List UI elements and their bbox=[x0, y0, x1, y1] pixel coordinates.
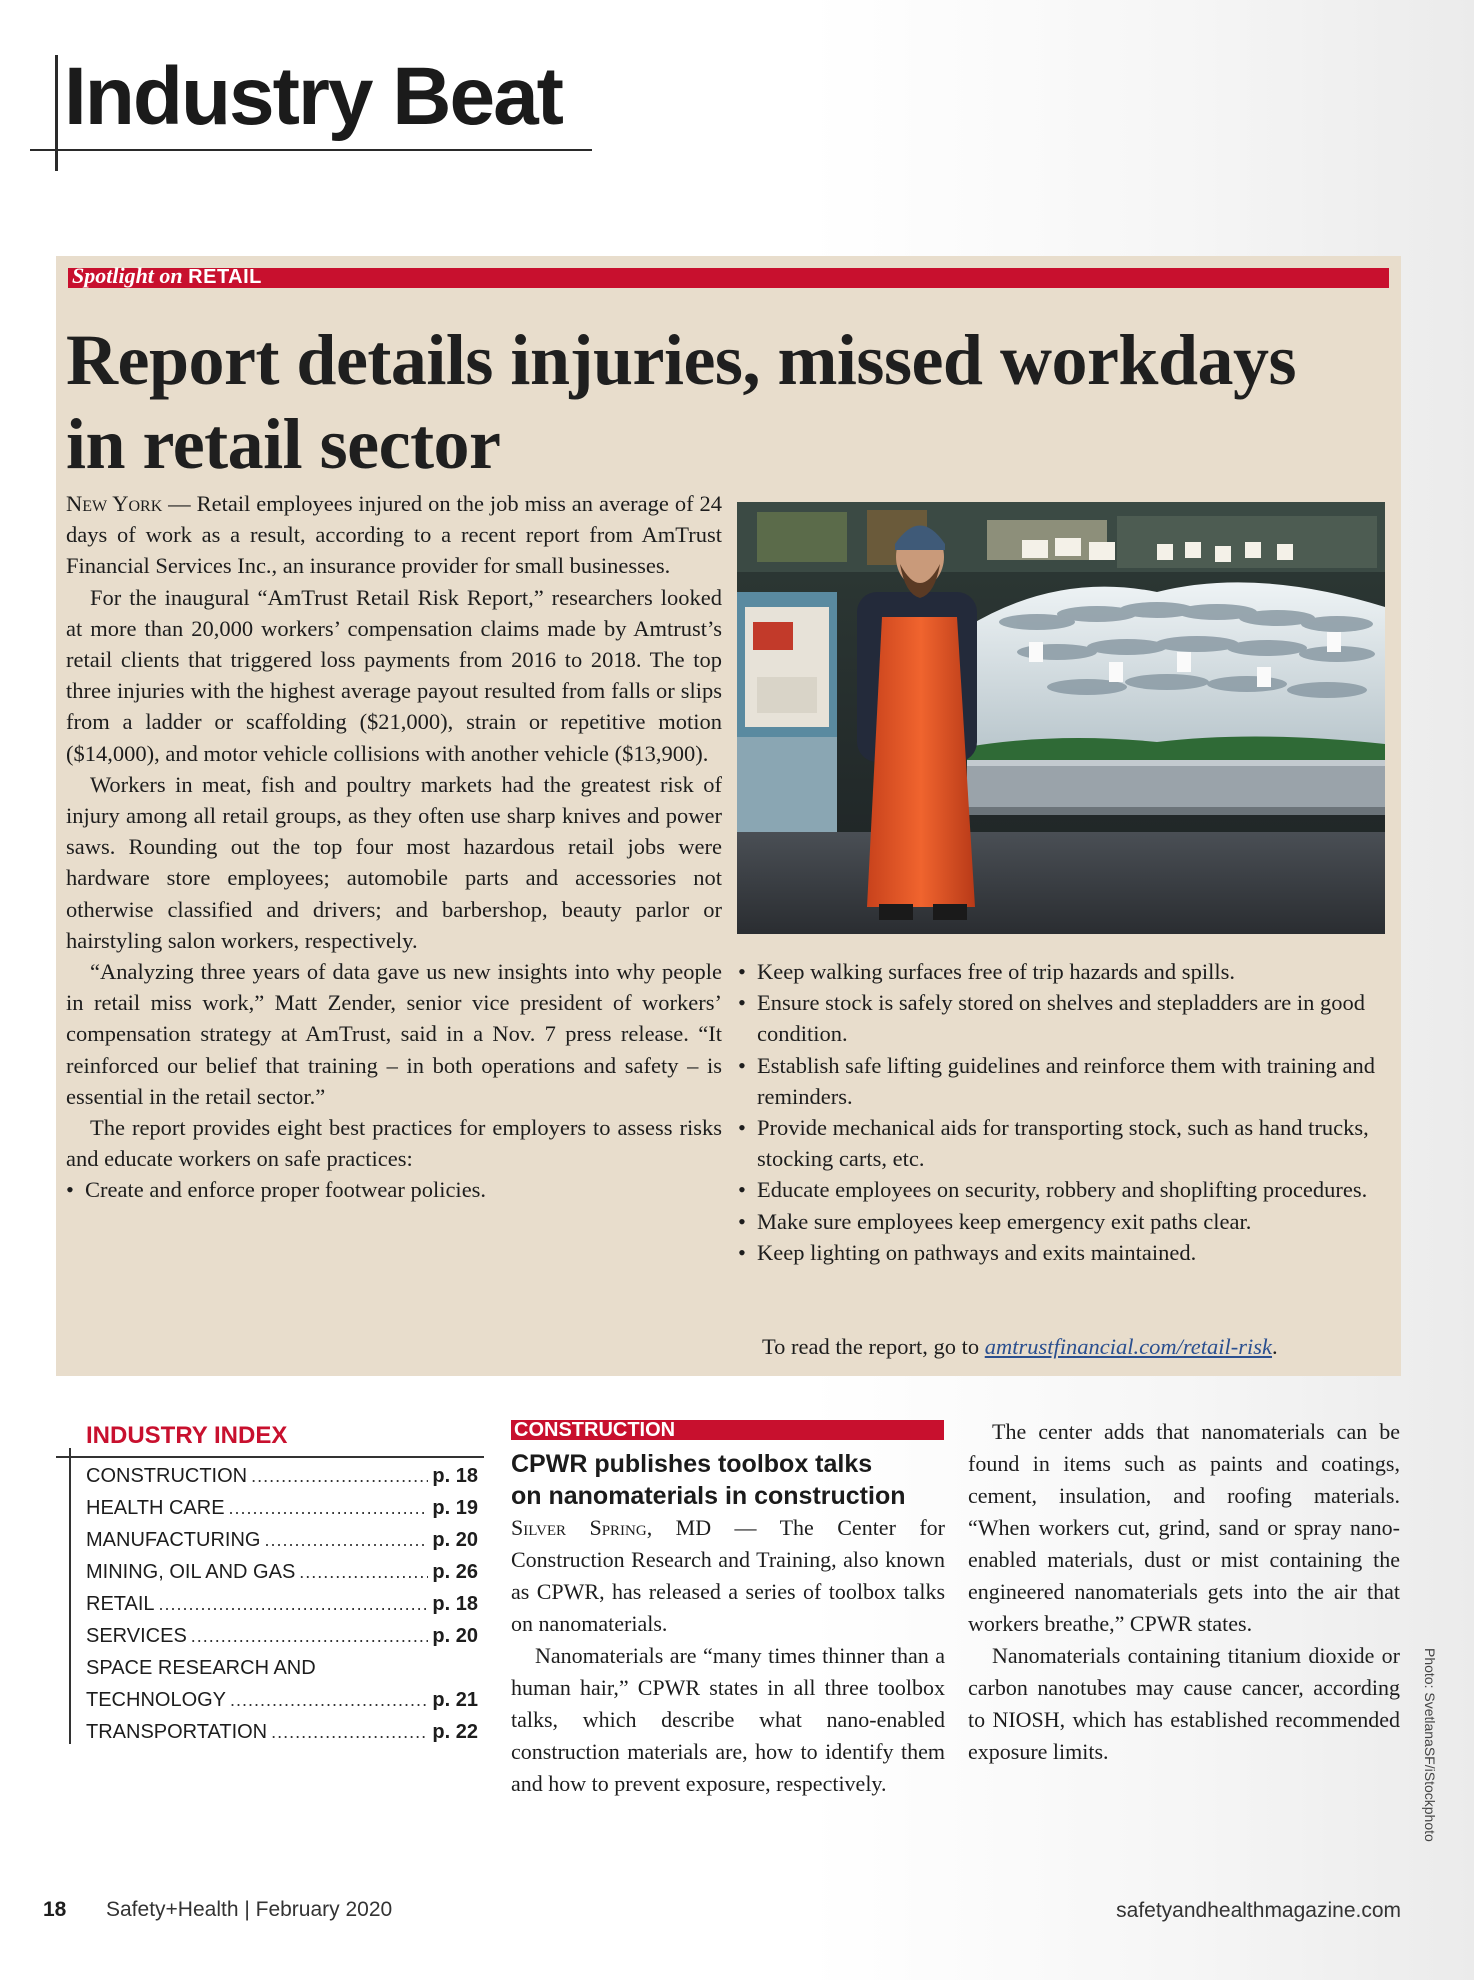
construction-paragraph-1-text: — The Center for Construction Research and Training, also known as CPWR, has released a series of toolbox talks on nanomaterials. bbox=[511, 1515, 945, 1636]
construction-paragraph-1 bbox=[511, 1512, 945, 1640]
index-leader-dots bbox=[230, 1684, 428, 1716]
index-item-mining-oil-gas[interactable] bbox=[86, 1556, 478, 1588]
paragraph-5: The report provides eight best practices for employers to assess risks and educate workers on safe practices: bbox=[66, 1115, 722, 1172]
construction-section-label: CONSTRUCTION bbox=[514, 1419, 676, 1441]
index-item-page: p. 21 bbox=[432, 1689, 478, 1711]
publication-info: Safety+Health | February 2020 bbox=[106, 1898, 393, 1921]
list-item: • Educate employees on security, robbery and shoplifting procedures. bbox=[738, 1174, 1384, 1205]
read-report-prefix: To read the report, go to bbox=[762, 1334, 985, 1359]
construction-body-col-1 bbox=[511, 1512, 945, 1800]
list-item: • Keep lighting on pathways and exits maintained. bbox=[738, 1237, 1384, 1268]
read-report-suffix: . bbox=[1272, 1334, 1278, 1359]
construction-body-col-2 bbox=[968, 1416, 1400, 1768]
paragraph-4: “Analyzing three years of data gave us new insights into why people in retail miss work,” Matt Zender, senior vice president of workers’ compensation strategy at AmTrust, said in a Nov. 7 press release. “It reinforced our belief that training – in both operations and safety – is essential in the retail sector.” bbox=[66, 959, 722, 1109]
article-headline bbox=[66, 318, 1366, 486]
index-item-name: MINING, OIL AND GAS bbox=[86, 1561, 296, 1583]
index-item-name: TRANSPORTATION bbox=[86, 1721, 268, 1743]
index-rule-horizontal bbox=[56, 1456, 484, 1458]
index-item-construction[interactable] bbox=[86, 1460, 478, 1492]
index-leader-dots bbox=[191, 1620, 429, 1652]
index-item-retail[interactable] bbox=[86, 1588, 478, 1620]
read-report-line bbox=[762, 1331, 1278, 1362]
paragraph-1-text: — Retail employees injured on the job miss an average of 24 days of work as a result, according to a recent report from AmTrust Financial Services Inc., an insurance provider for small businesses. bbox=[66, 491, 722, 579]
index-item-name: TECHNOLOGY bbox=[86, 1689, 227, 1711]
index-item-name: RETAIL bbox=[86, 1593, 155, 1615]
construction-paragraph-3: The center adds that nanomaterials can be found in items such as paints and coatings, cement, insulation, and roofing materials. “When workers cut, grind, sand or spray nano-enabled materials, dust or mist containing the engineered nanomaterials gets into the air that workers breathe,” CPWR states. bbox=[968, 1419, 1400, 1636]
index-item-name: SPACE RESEARCH AND bbox=[86, 1657, 316, 1679]
index-leader-dots bbox=[264, 1524, 428, 1556]
index-leader-dots bbox=[229, 1492, 429, 1524]
header-rule-horizontal bbox=[30, 149, 592, 151]
website-url[interactable]: safetyandhealthmagazine.com bbox=[1116, 1899, 1401, 1922]
list-item: • Create and enforce proper footwear policies. bbox=[66, 1174, 722, 1205]
index-item-health-care[interactable] bbox=[86, 1492, 478, 1524]
photo-credit-text: Photo: SvetlanaSF/iStockphoto bbox=[1422, 1648, 1438, 1842]
dateline: New York bbox=[66, 491, 163, 516]
list-item: • Provide mechanical aids for transporting stock, such as hand trucks, stocking carts, etc. bbox=[738, 1112, 1384, 1174]
construction-paragraph-2: Nanomaterials are “many times thinner than a human hair,” CPWR states in all three toolbox talks, which describe what nano-enabled construction materials are, how to identify them and how to prevent exposure, respectively. bbox=[511, 1643, 945, 1796]
index-item-services[interactable] bbox=[86, 1620, 478, 1652]
headline-line-1: Report details injuries, missed workdays bbox=[66, 320, 1297, 400]
construction-headline-line-1: CPWR publishes toolbox talks bbox=[511, 1450, 873, 1478]
list-item: • Make sure employees keep emergency exit paths clear. bbox=[738, 1206, 1384, 1237]
paragraph-3: Workers in meat, fish and poultry markets had the greatest risk of injury among all retail groups, as they often use sharp knives and power saws. Rounding out the top four most hazardous retail jobs were hardware store employees; automobile parts and accessories not otherwise classified and drivers; and barbershop, beauty parlor or hairstyling salon workers, respectively. bbox=[66, 771, 722, 953]
spotlight-bar bbox=[68, 268, 1389, 288]
construction-headline-line-2: on nanomaterials in construction bbox=[511, 1482, 906, 1510]
best-practices-list-left bbox=[66, 1174, 722, 1205]
construction-headline bbox=[511, 1448, 951, 1512]
index-item-technology[interactable] bbox=[86, 1684, 478, 1716]
index-item-page: p. 20 bbox=[432, 1529, 478, 1551]
index-rule-vertical bbox=[69, 1448, 71, 1744]
list-item: • Establish safe lifting guidelines and reinforce them with training and reminders. bbox=[738, 1050, 1384, 1112]
list-item: • Ensure stock is safely stored on shelves and stepladders are in good condition. bbox=[738, 987, 1384, 1049]
index-item-page: p. 20 bbox=[432, 1625, 478, 1647]
index-item-page: p. 19 bbox=[432, 1497, 478, 1519]
index-item-page: p. 22 bbox=[432, 1721, 478, 1743]
article-body-right bbox=[738, 956, 1384, 1268]
headline-line-2: in retail sector bbox=[66, 404, 501, 484]
spotlight-word: Spotlight on bbox=[72, 263, 183, 288]
fish-market-illustration bbox=[737, 502, 1385, 934]
list-item: • Keep walking surfaces free of trip hazards and spills. bbox=[738, 956, 1384, 987]
spotlight-section: RETAIL bbox=[188, 266, 262, 288]
paragraph-2: For the inaugural “AmTrust Retail Risk Report,” researchers looked at more than 20,000 workers’ compensation claims made by Amtrust’s retail clients that triggered loss payments from 2016 to 2018. The top three injuries with the highest average payout resulted from falls or slips from a ladder or scaffolding ($21,000), strain or repetitive motion ($14,000), and motor vehicle collisions with another vehicle ($13,900). bbox=[66, 584, 722, 766]
index-item-name: SERVICES bbox=[86, 1625, 187, 1647]
index-item-page: p. 18 bbox=[432, 1465, 478, 1487]
construction-paragraph-4: Nanomaterials containing titanium dioxide or carbon nanotubes may cause cancer, according to NIOSH, which has established recommended exposure limits. bbox=[968, 1643, 1400, 1764]
index-item-space-research[interactable] bbox=[86, 1652, 478, 1684]
index-item-transportation[interactable] bbox=[86, 1716, 478, 1748]
best-practices-list-right bbox=[738, 956, 1384, 1268]
photo-credit bbox=[1422, 1648, 1442, 1858]
construction-dateline: Silver Spring, MD bbox=[511, 1515, 712, 1540]
index-leader-dots bbox=[251, 1460, 428, 1492]
spotlight-retail-box bbox=[56, 256, 1401, 1376]
header-rule-vertical bbox=[55, 55, 58, 171]
spotlight-label bbox=[72, 263, 262, 289]
index-leader-dots bbox=[159, 1588, 429, 1620]
page-number: 18 bbox=[43, 1898, 67, 1921]
index-item-manufacturing[interactable] bbox=[86, 1524, 478, 1556]
index-item-page: p. 26 bbox=[432, 1561, 478, 1583]
industry-index-list bbox=[86, 1460, 478, 1748]
article-body-left bbox=[66, 488, 722, 1206]
paragraph-1 bbox=[66, 488, 722, 582]
industry-index-title: INDUSTRY INDEX bbox=[86, 1422, 288, 1449]
index-leader-dots bbox=[271, 1716, 428, 1748]
index-leader-dots bbox=[299, 1556, 428, 1588]
report-link[interactable]: amtrustfinancial.com/retail-risk bbox=[984, 1334, 1273, 1359]
index-item-name: MANUFACTURING bbox=[86, 1529, 261, 1551]
article-photo bbox=[737, 502, 1385, 934]
index-item-name: CONSTRUCTION bbox=[86, 1465, 248, 1487]
index-item-name: HEALTH CARE bbox=[86, 1497, 225, 1519]
index-item-page: p. 18 bbox=[432, 1593, 478, 1615]
section-title: Industry Beat bbox=[64, 51, 562, 142]
